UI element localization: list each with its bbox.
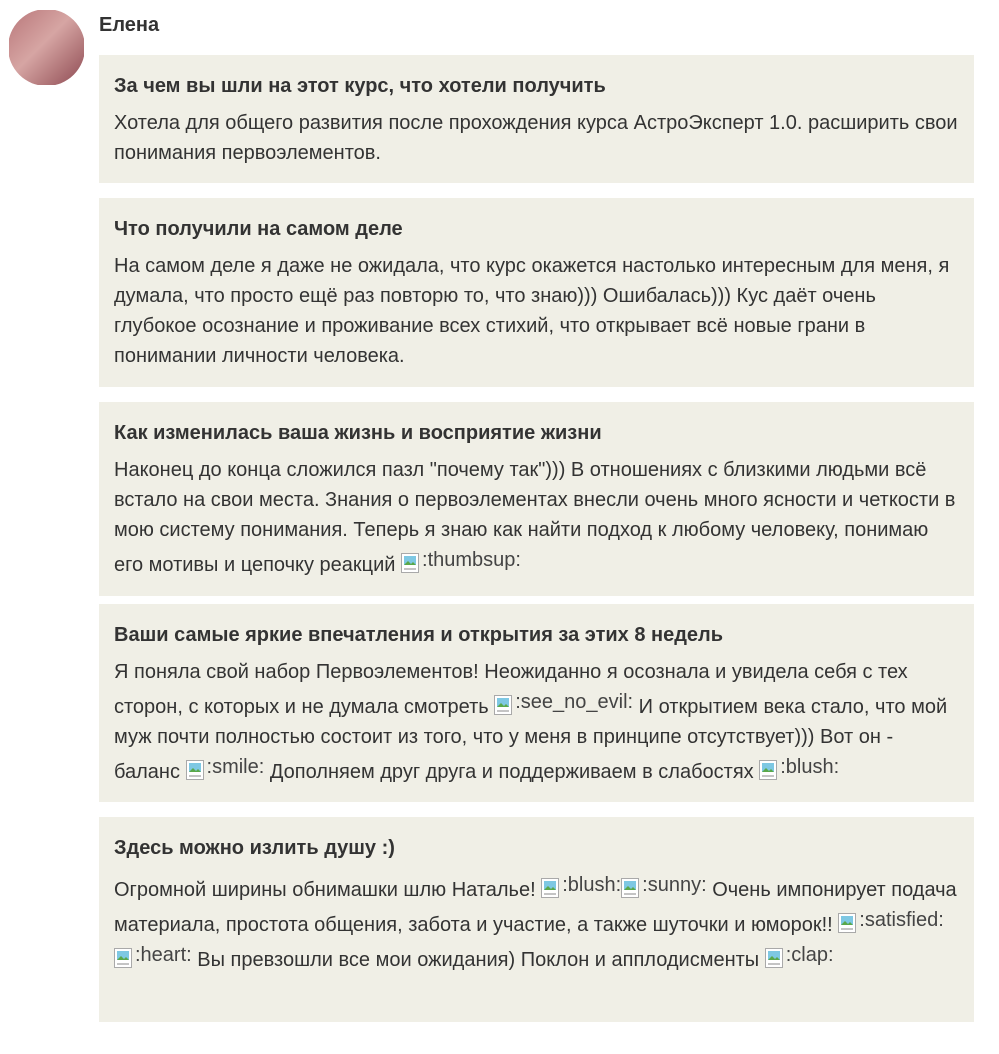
emoji-alt-text: :thumbsup: — [422, 549, 521, 571]
section-text — [114, 251, 959, 371]
emoji-alt-text: :heart: — [135, 944, 192, 966]
text-run: И открытием века стало, что мой муж почти полностью состоит из того, что у меня в принципе отсутствует))) Вот он - баланс — [114, 696, 948, 783]
avatar — [9, 10, 84, 85]
broken-image-icon — [621, 878, 641, 900]
text-run: Вы превзошли все мои ожидания) Поклон и апплодисменты — [191, 949, 765, 971]
review-section — [99, 817, 974, 1022]
section-text — [114, 657, 959, 787]
section-text — [114, 108, 959, 168]
review-section — [99, 55, 974, 183]
broken-emoji-image — [541, 870, 621, 900]
broken-emoji-image — [114, 940, 192, 970]
emoji-alt-text: :clap: — [785, 944, 834, 966]
emoji-alt-text: :sunny: — [642, 874, 707, 896]
broken-image-icon — [759, 760, 779, 782]
text-run: На самом деле я даже не ожидала, что курс окажется настолько интересным для меня, я думала, что просто ещё раз повторю то, что знаю))) Ошибалась))) Кус даёт очень глубокое осознание и проживание всех стихий, что открывает всё новые грани в понимании личности человека. — [114, 255, 950, 367]
section-text — [114, 455, 959, 580]
emoji-alt-text: :see_no_evil: — [515, 691, 634, 713]
broken-image-icon — [838, 913, 858, 935]
section-text — [114, 870, 959, 975]
review-section — [99, 402, 974, 596]
emoji-alt-text: :satisfied: — [859, 909, 944, 931]
text-run: Хотела для общего развития после прохождения курса АстроЭксперт 1.0. расширить свои понимания первоэлементов. — [114, 112, 958, 164]
text-run: Дополняем друг друга и поддерживаем в слабостях — [264, 761, 760, 783]
section-title: Как изменилась ваша жизнь и восприятие жизни — [114, 422, 602, 444]
emoji-alt-text: :blush: — [562, 874, 622, 896]
section-title: Что получили на самом деле — [114, 218, 403, 240]
broken-emoji-image — [759, 752, 839, 782]
section-title: Здесь можно излить душу :) — [114, 837, 395, 859]
text-run: Очень импонирует подача материала, простота общения, забота и участие, а также шуточки и юморок!! — [114, 879, 957, 936]
broken-emoji-image — [765, 940, 834, 970]
text-run: Наконец до конца сложился пазл "почему так"))) В отношениях с близкими людьми всё встало на свои места. Знания о первоэлементах внесли очень много ясности и четкости в мою систему понимания. Теперь я знаю как найти подход к любому человеку, понимаю его мотивы и цепочку реакций — [114, 459, 956, 576]
section-title: За чем вы шли на этот курс, что хотели получить — [114, 75, 606, 97]
review-section — [99, 198, 974, 387]
text-run: Огромной ширины обнимашки шлю Наталье! — [114, 879, 542, 901]
emoji-alt-text: :smile: — [206, 756, 265, 778]
broken-emoji-image — [494, 687, 633, 717]
broken-image-icon — [401, 553, 421, 575]
broken-emoji-image — [401, 545, 521, 575]
broken-emoji-image — [838, 905, 943, 935]
section-title: Ваши самые яркие впечатления и открытия за этих 8 недель — [114, 624, 724, 646]
broken-image-icon — [186, 760, 206, 782]
review-section — [99, 604, 974, 802]
broken-image-icon — [765, 948, 785, 970]
text-run: Я поняла свой набор Первоэлементов! Неожиданно я осознала и увидела себя с тех сторон, с которых и не думала смотреть — [114, 661, 908, 718]
broken-emoji-image — [621, 870, 706, 900]
broken-image-icon — [494, 695, 514, 717]
avatar-mask — [9, 10, 84, 85]
emoji-alt-text: :blush: — [780, 756, 840, 778]
broken-emoji-image — [186, 752, 265, 782]
broken-image-icon — [114, 948, 134, 970]
user-name: Елена — [99, 14, 160, 36]
broken-image-icon — [541, 878, 561, 900]
